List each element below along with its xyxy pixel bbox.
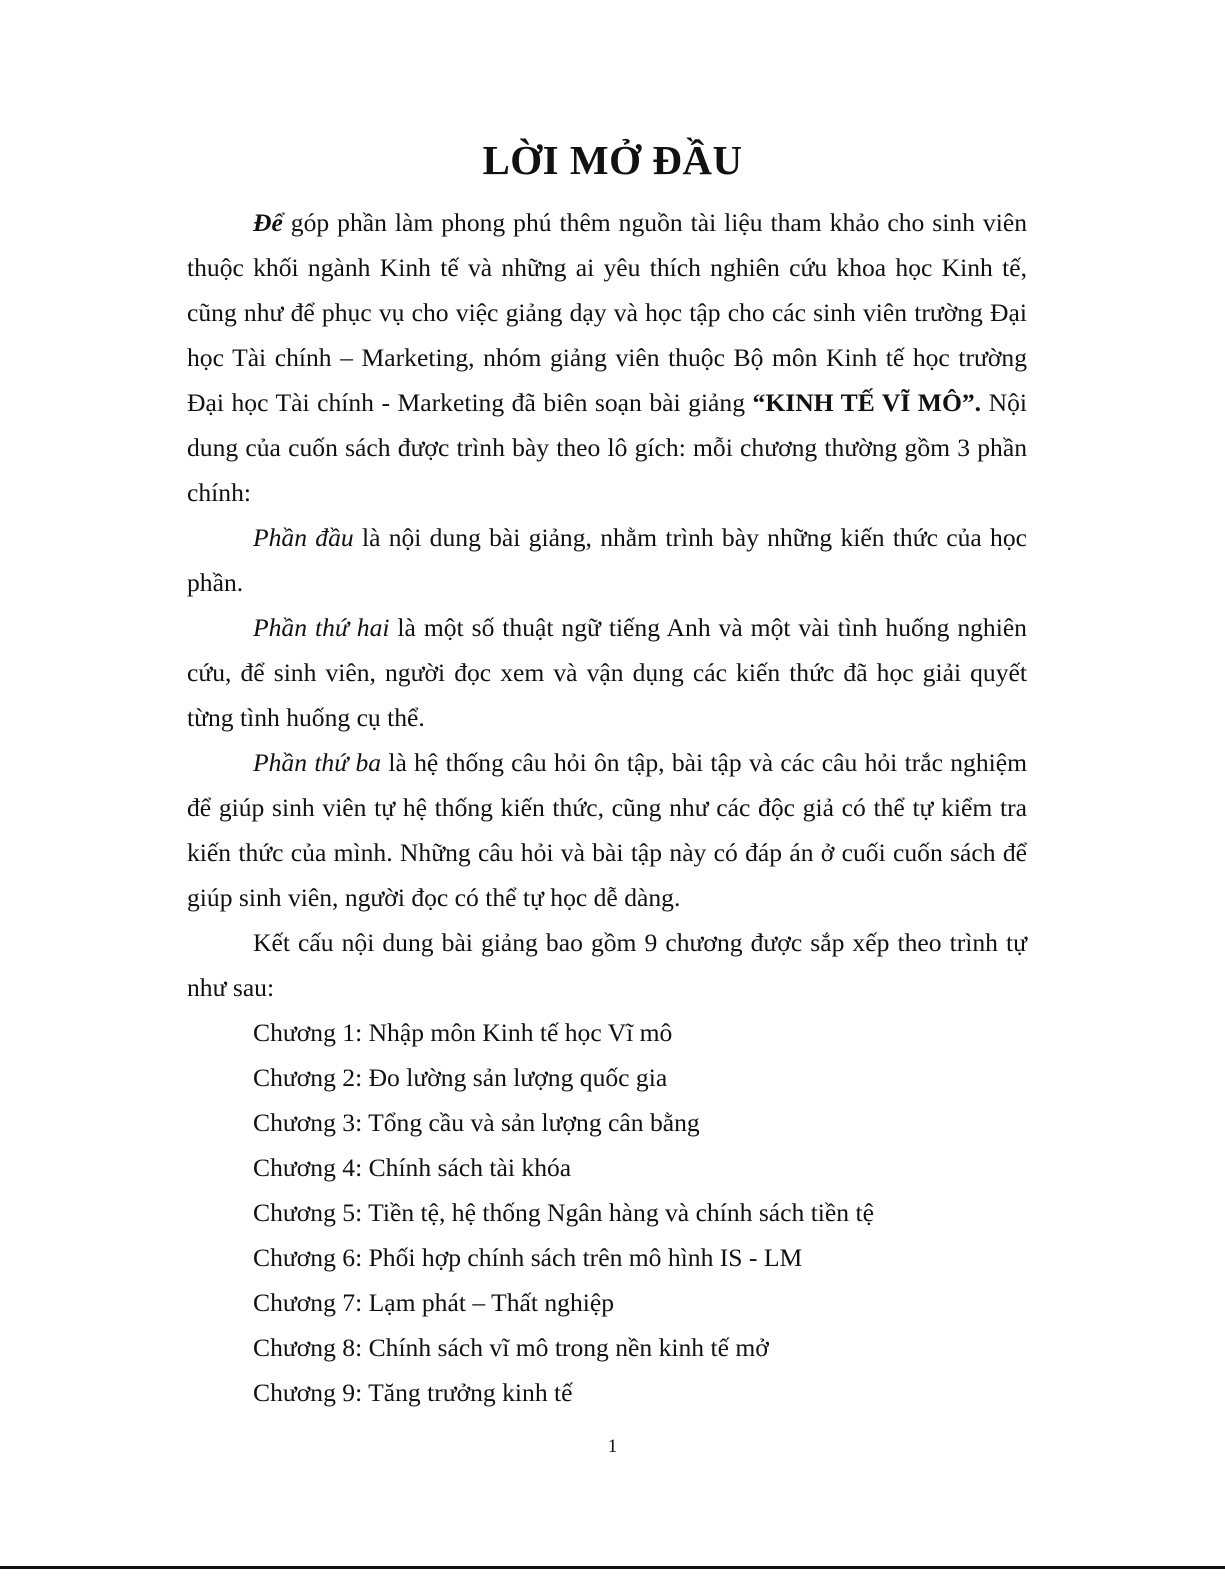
chapter-item: Chương 2: Đo lường sản lượng quốc gia <box>253 1063 668 1092</box>
chapter-item: Chương 7: Lạm phát – Thất nghiệp <box>253 1288 615 1317</box>
bottom-rule <box>0 1566 1225 1569</box>
part-label: Phần đầu <box>253 523 354 552</box>
chapter-item: Chương 8: Chính sách vĩ mô trong nền kinh tế mở <box>253 1333 769 1362</box>
book-title: “KINH TẾ VĨ MÔ”. <box>752 388 982 417</box>
structure-intro: Kết cấu nội dung bài giảng bao gồm 9 chương được sắp xếp theo trình tự như sau: <box>187 928 1027 1002</box>
intro-paragraph <box>187 200 1027 515</box>
chapter-item: Chương 1: Nhập môn Kinh tế học Vĩ mô <box>253 1018 673 1047</box>
chapter-item: Chương 3: Tổng cầu và sản lượng cân bằng <box>253 1108 700 1137</box>
chapter-item: Chương 5: Tiền tệ, hệ thống Ngân hàng và chính sách tiền tệ <box>253 1198 874 1227</box>
chapter-list <box>187 1010 1027 1415</box>
intro-lead-word: Để <box>253 208 283 237</box>
intro-text: góp phần làm phong phú thêm nguồn tài liệu tham khảo cho sinh viên thuộc khối ngành Kinh tế và những ai yêu thích nghiên cứu khoa học Kinh tế, cũng như để phục vụ cho việc giảng dạy và học tập cho các sinh viên trường Đại học Tài chính – Marketing, nhóm giảng viên thuộc Bộ môn Kinh tế học trường Đại học Tài chính - Marketing đã biên soạn bài giảng <box>187 208 1027 417</box>
page-number: 1 <box>607 1436 618 1457</box>
chapter-item: Chương 6: Phối hợp chính sách trên mô hình IS - LM <box>253 1243 803 1272</box>
part-text: là nội dung bài giảng, nhằm trình bày những kiến thức của học phần. <box>187 523 1027 597</box>
part-text: là một số thuật ngữ tiếng Anh và một vài tình huống nghiên cứu, để sinh viên, người đọc xem và vận dụng các kiến thức đã học giải quyết từng tình huống cụ thể. <box>187 613 1027 732</box>
part-paragraph-1 <box>187 515 1027 605</box>
part-paragraph-2 <box>187 605 1027 740</box>
part-label: Phần thứ hai <box>253 613 390 642</box>
intro-text-continued: Nội dung của cuốn sách được trình bày theo lô gích: mỗi chương thường gồm 3 phần chính: <box>187 388 1027 507</box>
part-label: Phần thứ ba <box>253 748 382 777</box>
page-title: LỜI MỞ ĐẦU <box>482 137 743 183</box>
part-text: là hệ thống câu hỏi ôn tập, bài tập và các câu hỏi trắc nghiệm để giúp sinh viên tự hệ thống kiến thức, cũng như các độc giả có thể tự kiểm tra kiến thức của mình. Những câu hỏi và bài tập này có đáp án ở cuối cuốn sách để giúp sinh viên, người đọc có thể tự học dễ dàng. <box>187 748 1027 912</box>
part-paragraph-3 <box>187 740 1027 920</box>
body-text <box>187 200 1027 1415</box>
chapter-item: Chương 4: Chính sách tài khóa <box>253 1153 572 1182</box>
chapter-item: Chương 9: Tăng trưởng kinh tế <box>253 1378 573 1407</box>
